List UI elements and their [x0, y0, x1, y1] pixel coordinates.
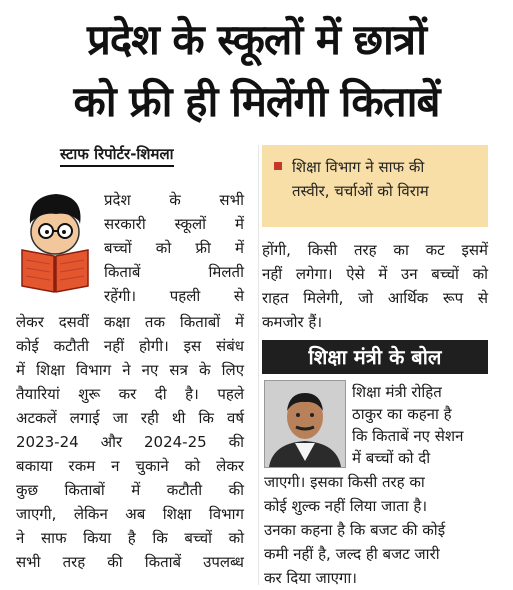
article-line: शिक्षा मंत्री रोहित [352, 383, 442, 401]
article-line: नहीं लगेगा। ऐसे में उन बच्चों को [262, 265, 488, 283]
article-line: राहत मिलेगी, जो आर्थिक रूप से [262, 289, 488, 307]
article-line: कमी नहीं है, जल्द ही बजट जारी [264, 545, 440, 563]
highlight-line-2: तस्वीर, चर्चाओं को विराम [292, 182, 429, 200]
highlight-line-1: शिक्षा विभाग ने साफ की [292, 158, 425, 176]
article-line: 2023-24 और 2024-25 की [16, 433, 244, 451]
article-line: में शिक्षा विभाग ने नए सत्र के लिए [16, 361, 244, 379]
article-line: कि किताबें नए सेशन [352, 427, 464, 445]
article-line: उनका कहना है कि बजट की कोई [264, 521, 446, 539]
article-line: जाएगी। इसका किसी तरह का [264, 473, 425, 491]
column-rule [258, 145, 259, 585]
article-line: कोई शुल्क नहीं लिया जाता है। [264, 497, 428, 515]
article-line: अटकलें लगाई जा रही थी कि वर्ष [16, 409, 244, 427]
article-line: जाएगी, लेकिन अब शिक्षा विभाग [16, 505, 244, 523]
minister-portrait [264, 380, 346, 468]
reading-student-icon [14, 184, 96, 296]
article-line: कर दिया जाएगा। [264, 569, 357, 587]
article-line: कोई कटौती नहीं होगी। इस संबंध [16, 337, 244, 355]
byline: स्टाफ रिपोर्टर-शिमला [60, 144, 174, 167]
article-line: होंगी, किसी तरह का कट इसमें [262, 241, 488, 259]
article-line: बकाया रकम न चुकाने को लेकर [16, 457, 244, 475]
article-line: कुछ किताबों में कटौती की [16, 481, 244, 499]
article-line: रहेंगी। पहली से [104, 287, 244, 305]
article-line: सभी तरह की किताबें उपलब्ध [16, 553, 244, 571]
headline-line-2: को फ्री ही मिलेंगी किताबें [73, 77, 440, 126]
article-line: लेकर दसवीं कक्षा तक किताबों में [16, 313, 244, 331]
article-line: में बच्चों को दी [352, 449, 431, 467]
article-line: बच्चों को फ्री में [104, 239, 244, 257]
section-heading: शिक्षा मंत्री के बोल [262, 340, 488, 374]
headline-line-1: प्रदेश के स्कूलों में छात्रों [87, 15, 426, 64]
article-line: तैयारियां शुरू कर दी है। पहले [16, 385, 244, 403]
highlight-bullet [274, 162, 282, 170]
article-line: प्रदेश के सभी [104, 191, 244, 209]
article-line: ने साफ किया है कि बच्चों को [16, 529, 244, 547]
article-line: किताबें मिलती [104, 263, 244, 281]
highlight-box [262, 145, 488, 227]
article-line: कमजोर हैं। [262, 313, 323, 331]
article-line: सरकारी स्कूलों में [104, 215, 244, 233]
article-line: ठाकुर का कहना है [352, 405, 452, 423]
